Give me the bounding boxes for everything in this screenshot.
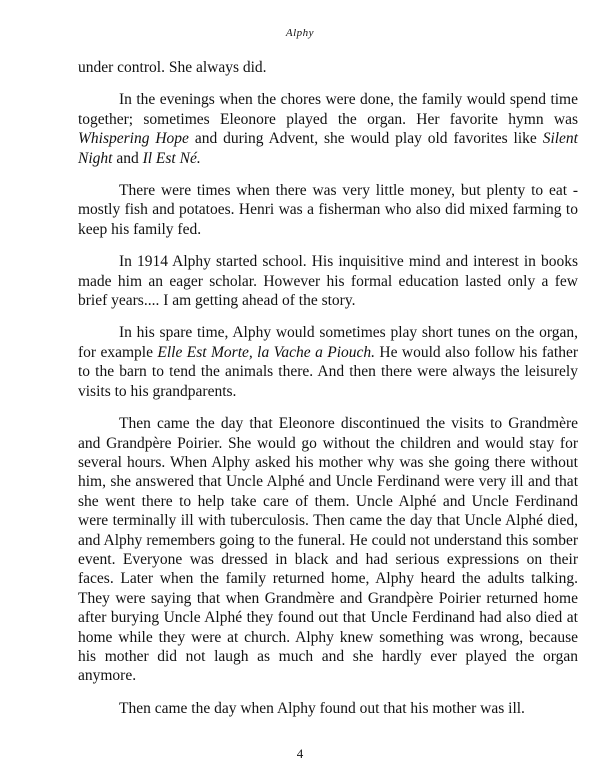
paragraph-3 bbox=[78, 181, 578, 239]
song-title-silent-night: Silent Night bbox=[78, 130, 578, 167]
tune-title-elle-est-morte: Elle Est Morte, la Vache a Piouch. bbox=[157, 343, 376, 361]
paragraph-6-text: Then came the day that Eleonore discontinued the visits to Grandmère and Grandpère Poirier. She would go without the children and would stay for several hours. When Alphy asked his mother why was she going there without him, she answered that Uncle Alphé and Uncle Ferdinand were very ill and that she went there to help take care of them. Uncle Alphé and Uncle Ferdinand were terminally ill with tuberculosis. Then came the day that Uncle Alphé died, and Alphy remembers going to the funeral. He could not understand this somber event. Everyone was dressed in black and had serious expressions on their faces. Later when the family returned home, Alphy heard the adults talking. They were saying that when Grandmère and Grandpère Poirier returned home after burying Uncle Alphé they found out that Uncle Ferdinand had also died at home while they were at church. Alphy knew something was wrong, because his mother did not laugh as much and she hardly ever played the organ anymore. bbox=[78, 415, 578, 685]
paragraph-2-text-b: and during Advent, she would play old favorites like bbox=[188, 130, 543, 148]
running-header: Alphy bbox=[285, 27, 315, 39]
paragraph-1-text: under control. She always did. bbox=[78, 59, 267, 76]
paragraph-7-text: Then came the day when Alphy found out that his mother was ill. bbox=[119, 699, 525, 717]
paragraph-6 bbox=[78, 414, 578, 686]
song-title-il-est-ne: Il Est Né. bbox=[142, 149, 201, 167]
paragraph-4 bbox=[78, 252, 578, 310]
hymn-title-whispering-hope: Whispering Hope bbox=[78, 130, 189, 148]
paragraph-5-text-b: He would also follow his father to the barn to tend the animals there. And then there were always the leisurely visits to his grandparents. bbox=[78, 343, 578, 400]
paragraph-2-text-c: and bbox=[112, 149, 143, 167]
paragraph-2 bbox=[78, 90, 578, 168]
page-number: 4 bbox=[296, 746, 304, 761]
paragraph-4-text: In 1914 Alphy started school. His inquisitive mind and interest in books made him an eager scholar. However his formal education lasted only a few brief years.... I am getting ahead of the story. bbox=[78, 253, 578, 310]
paragraph-5-text-a: In his spare time, Alphy would sometimes play short tunes on the organ, for example bbox=[78, 324, 578, 361]
paragraph-5 bbox=[78, 323, 578, 401]
paragraph-2-text-a: In the evenings when the chores were done, the family would spend time together; sometimes Eleonore played the organ. Her favorite hymn was bbox=[78, 91, 578, 128]
paragraph-3-text: There were times when there was very little money, but plenty to eat - mostly fish and potatoes. Henri was a fisherman who also did mixed farming to keep his family fed. bbox=[78, 182, 578, 238]
paragraph-7 bbox=[78, 699, 578, 718]
page-body bbox=[78, 58, 578, 731]
paragraph-1 bbox=[78, 58, 578, 77]
